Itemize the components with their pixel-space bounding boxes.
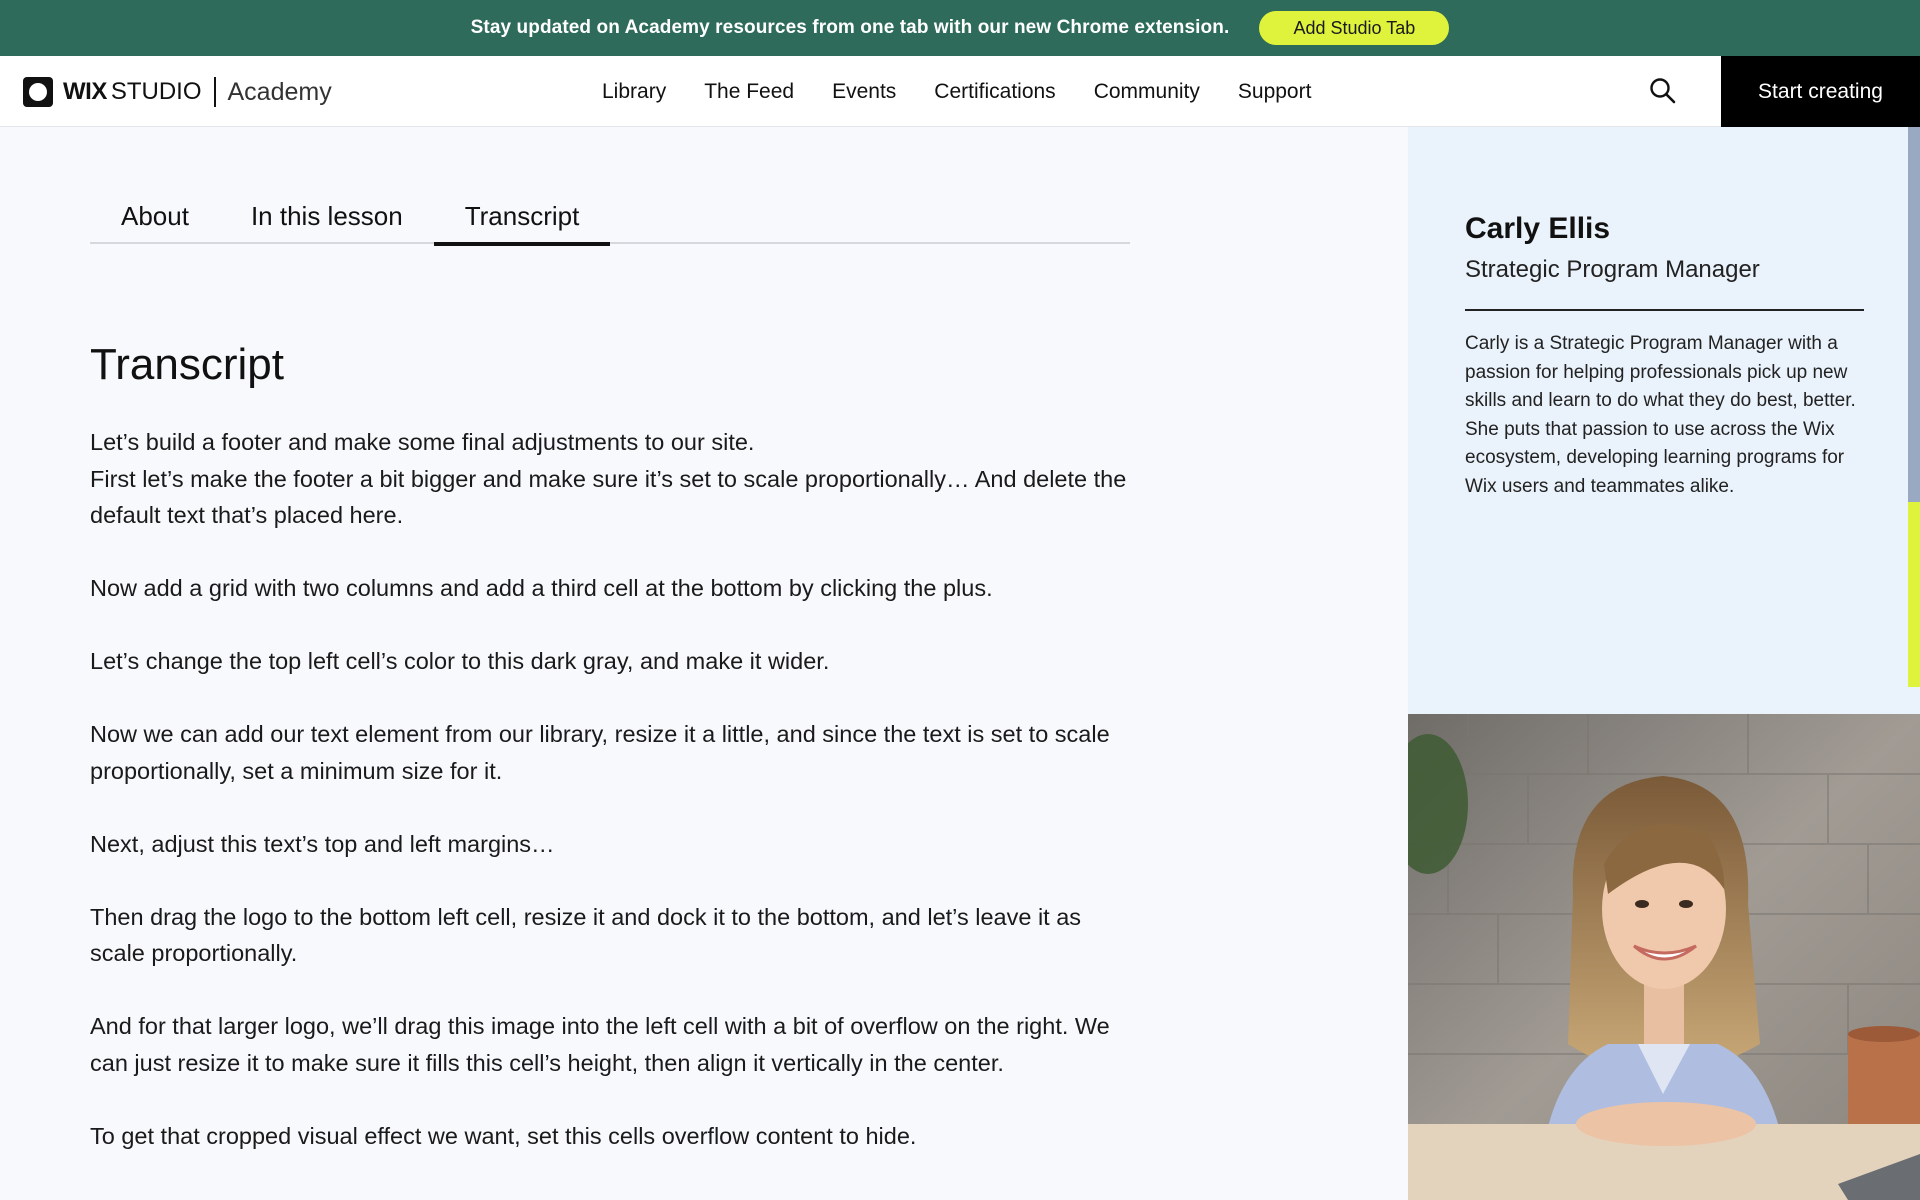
transcript-paragraph: And for that larger logo, we’ll drag this image into the left cell with a bit of overflow on the right. We can just resize it to make sure it fills this cell’s height, then align it vertically in the center. — [90, 1013, 1110, 1076]
nav-link-the-feed[interactable]: The Feed — [704, 79, 795, 103]
author-bio: Carly is a Strategic Program Manager with a passion for helping professionals pick up new skills and learn to do what they do best, better. She puts that passion to use across the Wix ecosystem, developing learning programs for Wix users and teammates alike. — [1465, 333, 1856, 497]
transcript-body — [90, 424, 1140, 1191]
nav-link-community[interactable]: Community — [1093, 79, 1200, 103]
logo-divider — [214, 77, 216, 107]
instructor-video[interactable] — [1408, 714, 1920, 1200]
author-role: Strategic Program Manager — [1465, 256, 1760, 283]
nav-link-certifications[interactable]: Certifications — [934, 79, 1056, 103]
logo-academy: Academy — [227, 77, 332, 106]
promo-banner — [0, 0, 1920, 56]
transcript-paragraph: Let’s change the top left cell’s color to this dark gray, and make it wider. — [90, 648, 830, 674]
transcript-title: Transcript — [90, 340, 284, 389]
logo-word-studio: STUDIO — [110, 78, 202, 105]
nav-links — [602, 56, 1349, 127]
transcript-paragraph: Next, adjust this text’s top and left margins… — [90, 830, 555, 857]
top-nav — [0, 56, 1920, 127]
lesson-tabs — [90, 196, 1130, 244]
search-icon[interactable] — [1648, 76, 1678, 106]
author-name: Carly Ellis — [1465, 212, 1611, 245]
nav-link-events[interactable]: Events — [832, 79, 897, 103]
wix-studio-logo-icon — [23, 77, 53, 107]
tab-about[interactable]: About — [121, 201, 189, 231]
transcript-paragraph: To get that cropped visual effect we want, set this cells overflow content to hide. — [90, 1122, 917, 1149]
banner-text: Stay updated on Academy resources from one tab with our new Chrome extension. — [470, 17, 1230, 38]
instructor-video-frame — [1408, 714, 1920, 1200]
transcript-line: Let’s build a footer and make some final adjustments to our site. First let’s make the footer a bit bigger and make sure it’s set to scale proportionally… And delete the default text that’s placed here. — [90, 429, 1127, 528]
transcript-paragraph: Now add a grid with two columns and add a third cell at the bottom by clicking the plus. — [90, 575, 993, 601]
nav-link-support[interactable]: Support — [1237, 79, 1312, 103]
panel-scrollbar-track[interactable] — [1908, 127, 1920, 502]
wix-studio-academy-logo[interactable] — [23, 76, 332, 108]
transcript-paragraph: Then drag the logo to the bottom left cell, resize it and dock it to the bottom, and let’s leave it as scale proportionally. — [90, 903, 1082, 966]
nav-link-library[interactable]: Library — [602, 79, 667, 103]
start-creating-button[interactable]: Start creating — [1721, 56, 1920, 127]
tab-in-this-lesson[interactable]: In this lesson — [250, 201, 403, 231]
author-divider — [1465, 309, 1864, 311]
transcript-paragraph: Now we can add our text element from our library, resize it a little, and since the text is set to scale proportionally, set a minimum size for it. — [90, 721, 1110, 784]
transcript-paragraph — [90, 424, 1140, 534]
panel-scrollbar-thumb[interactable] — [1908, 502, 1920, 687]
tab-transcript[interactable]: Transcript — [434, 196, 611, 244]
logo-word-wix: WIX — [63, 78, 107, 105]
add-studio-tab-button[interactable]: Add Studio Tab — [1259, 11, 1449, 45]
